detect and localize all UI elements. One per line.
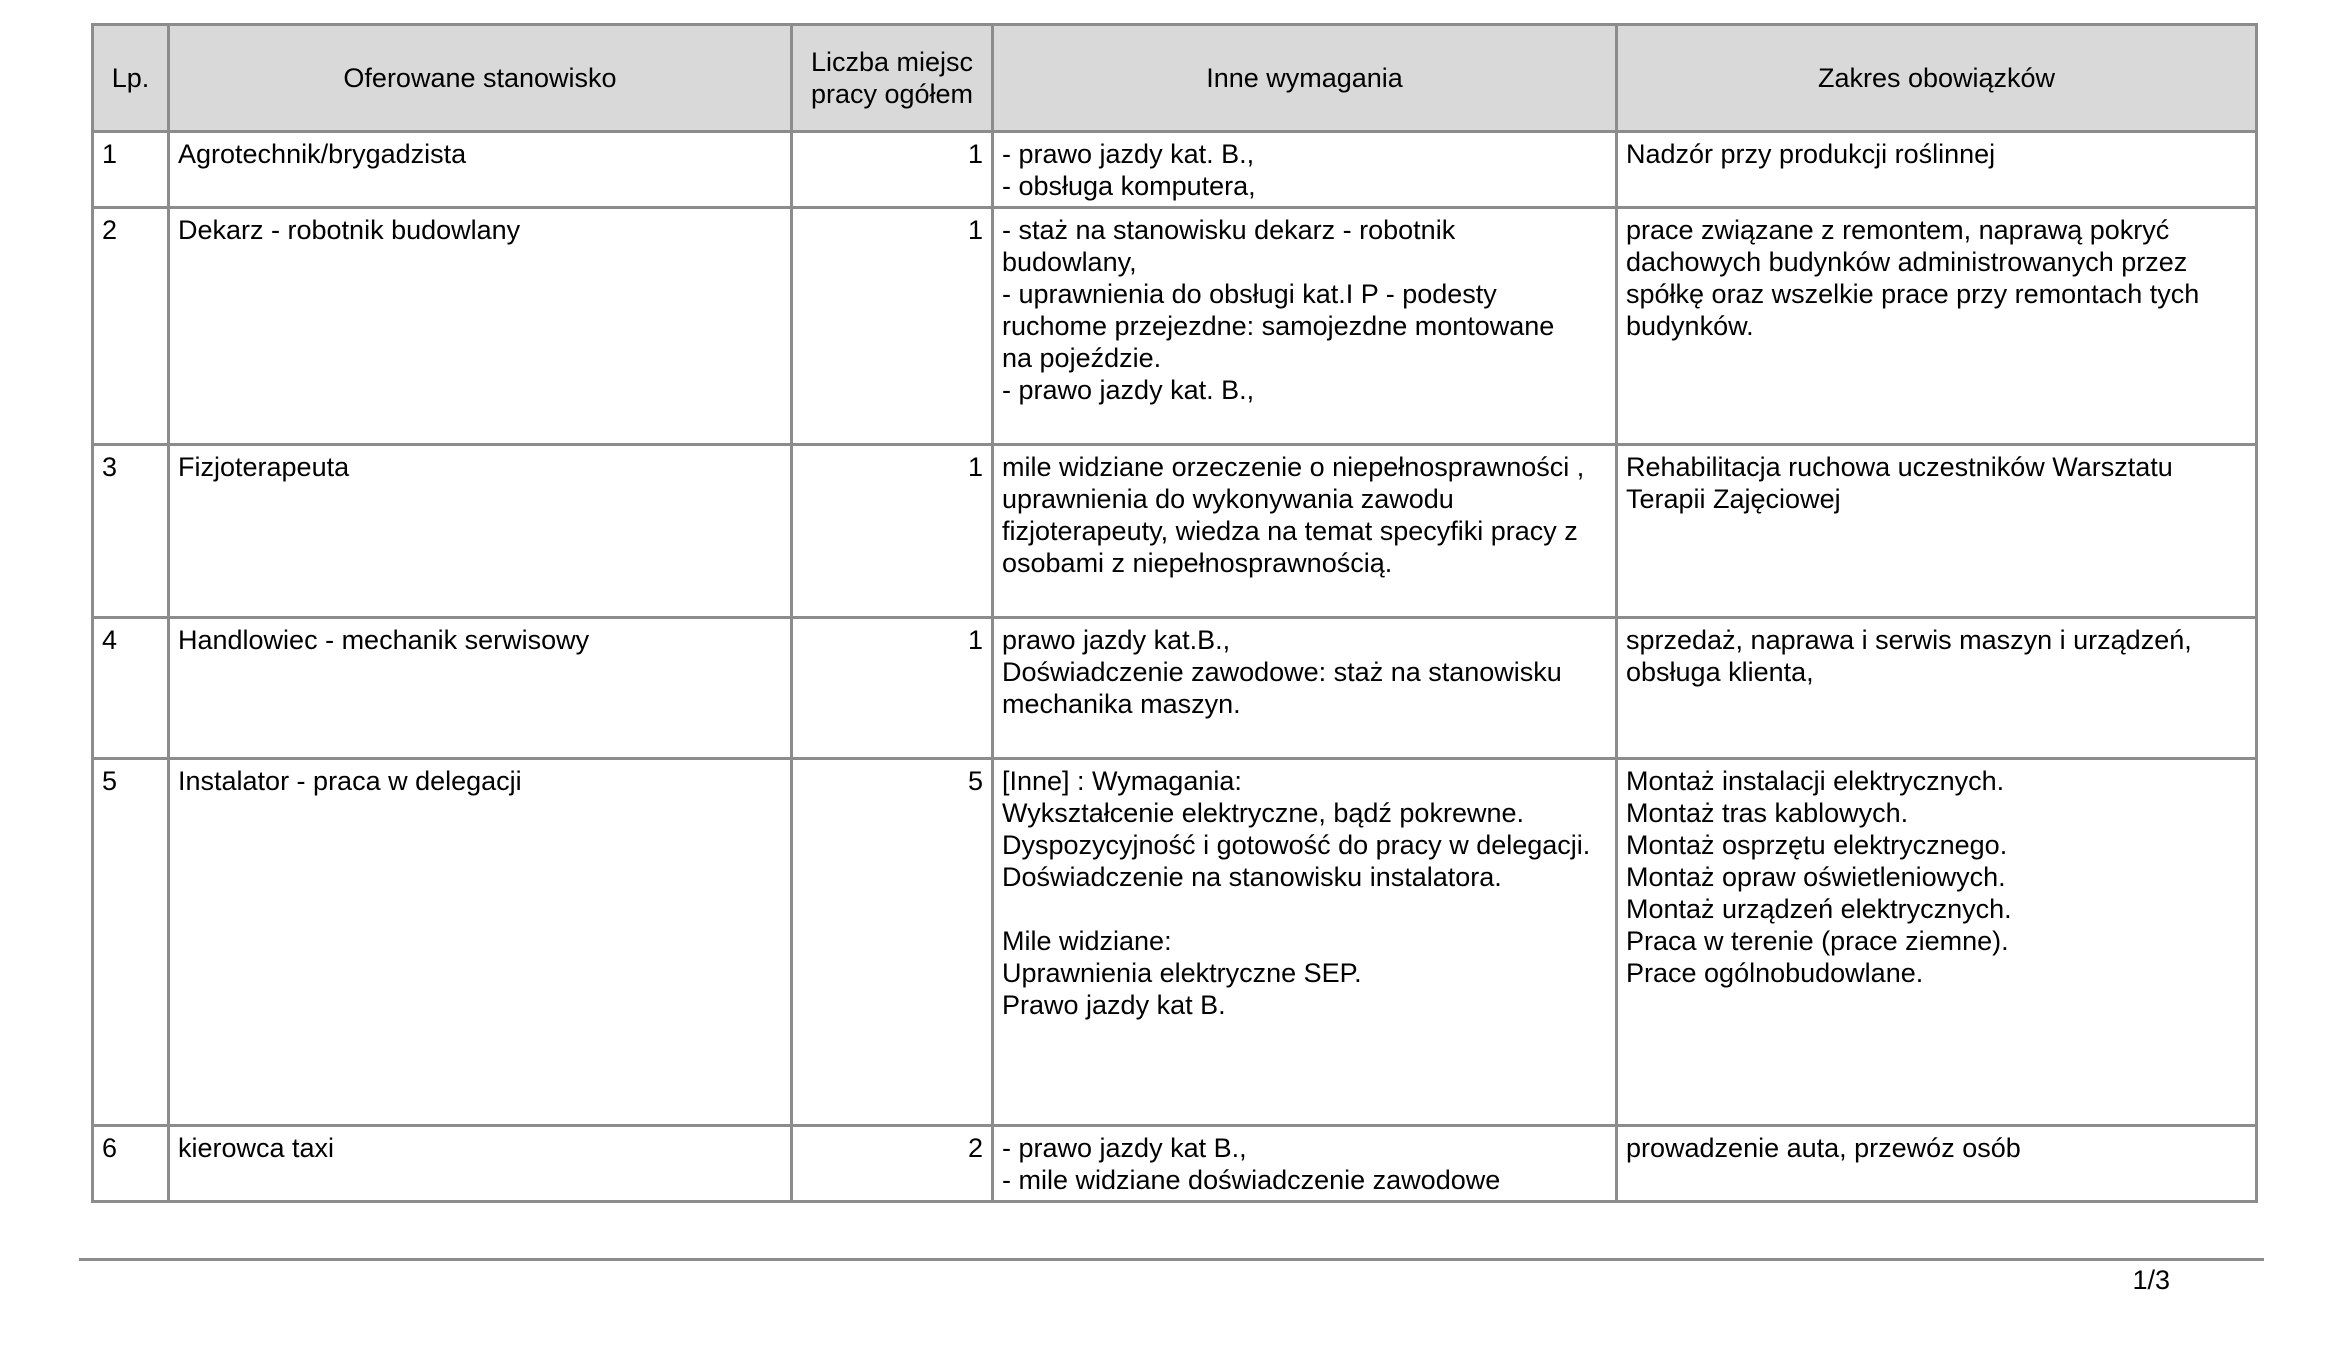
cell-requirements: - prawo jazdy kat B., - mile widziane doświadczenie zawodowe [993,1126,1617,1202]
cell-duties: Montaż instalacji elektrycznych. Montaż tras kablowych. Montaż osprzętu elektrycznego. Montaż opraw oświetleniowych. Montaż urządzeń elektrycznych. Praca w terenie (prace ziemne). Prace ogólnobudowlane. [1617,759,2257,1126]
table-row [93,759,2257,1126]
cell-count: 1 [792,445,993,618]
cell-lp: 2 [93,208,169,445]
footer-divider [79,1258,2264,1261]
cell-requirements: mile widziane orzeczenie o niepełnosprawności , uprawnienia do wykonywania zawodu fizjoterapeuty, wiedza na temat specyfiki pracy z osobami z niepełnosprawnością. [993,445,1617,618]
cell-duties: Rehabilitacja ruchowa uczestników Warsztatu Terapii Zajęciowej [1617,445,2257,618]
header-duties: Zakres obowiązków [1617,25,2257,132]
cell-requirements: - prawo jazdy kat. B., - obsługa komputera, [993,132,1617,208]
cell-lp: 5 [93,759,169,1126]
cell-count: 2 [792,1126,993,1202]
cell-position: Handlowiec - mechanik serwisowy [169,618,792,759]
cell-position: Dekarz - robotnik budowlany [169,208,792,445]
cell-duties: sprzedaż, naprawa i serwis maszyn i urządzeń, obsługa klienta, [1617,618,2257,759]
cell-requirements: [Inne] : Wymagania: Wykształcenie elektryczne, bądź pokrewne. Dyspozycyjność i gotowość do pracy w delegacji. Doświadczenie na stanowisku instalatora. Mile widziane: Uprawnienia elektryczne SEP. Prawo jazdy kat B. [993,759,1617,1126]
cell-lp: 3 [93,445,169,618]
cell-lp: 6 [93,1126,169,1202]
job-offers-table [91,23,2258,1203]
cell-duties: prace związane z remontem, naprawą pokryć dachowych budynków administrowanych przez spółkę oraz wszelkie prace przy remontach tych budynków. [1617,208,2257,445]
cell-lp: 1 [93,132,169,208]
cell-position: Instalator - praca w delegacji [169,759,792,1126]
header-count: Liczba miejsc pracy ogółem [792,25,993,132]
header-requirements: Inne wymagania [993,25,1617,132]
cell-count: 1 [792,208,993,445]
header-lp: Lp. [93,25,169,132]
cell-count: 5 [792,759,993,1126]
header-position: Oferowane stanowisko [169,25,792,132]
page-number: 1/3 [2132,1265,2170,1295]
table-row [93,132,2257,208]
cell-requirements: - staż na stanowisku dekarz - robotnik budowlany, - uprawnienia do obsługi kat.I P - podesty ruchome przejezdne: samojezdne montowane na pojeździe. - prawo jazdy kat. B., [993,208,1617,445]
cell-lp: 4 [93,618,169,759]
table-row [93,208,2257,445]
cell-position: Agrotechnik/brygadzista [169,132,792,208]
cell-duties: Nadzór przy produkcji roślinnej [1617,132,2257,208]
cell-duties: prowadzenie auta, przewóz osób [1617,1126,2257,1202]
cell-position: kierowca taxi [169,1126,792,1202]
cell-requirements: prawo jazdy kat.B., Doświadczenie zawodowe: staż na stanowisku mechanika maszyn. [993,618,1617,759]
table-row [93,445,2257,618]
cell-count: 1 [792,132,993,208]
table-row [93,1126,2257,1202]
table-header-row [93,25,2257,132]
cell-count: 1 [792,618,993,759]
cell-position: Fizjoterapeuta [169,445,792,618]
table-row [93,618,2257,759]
